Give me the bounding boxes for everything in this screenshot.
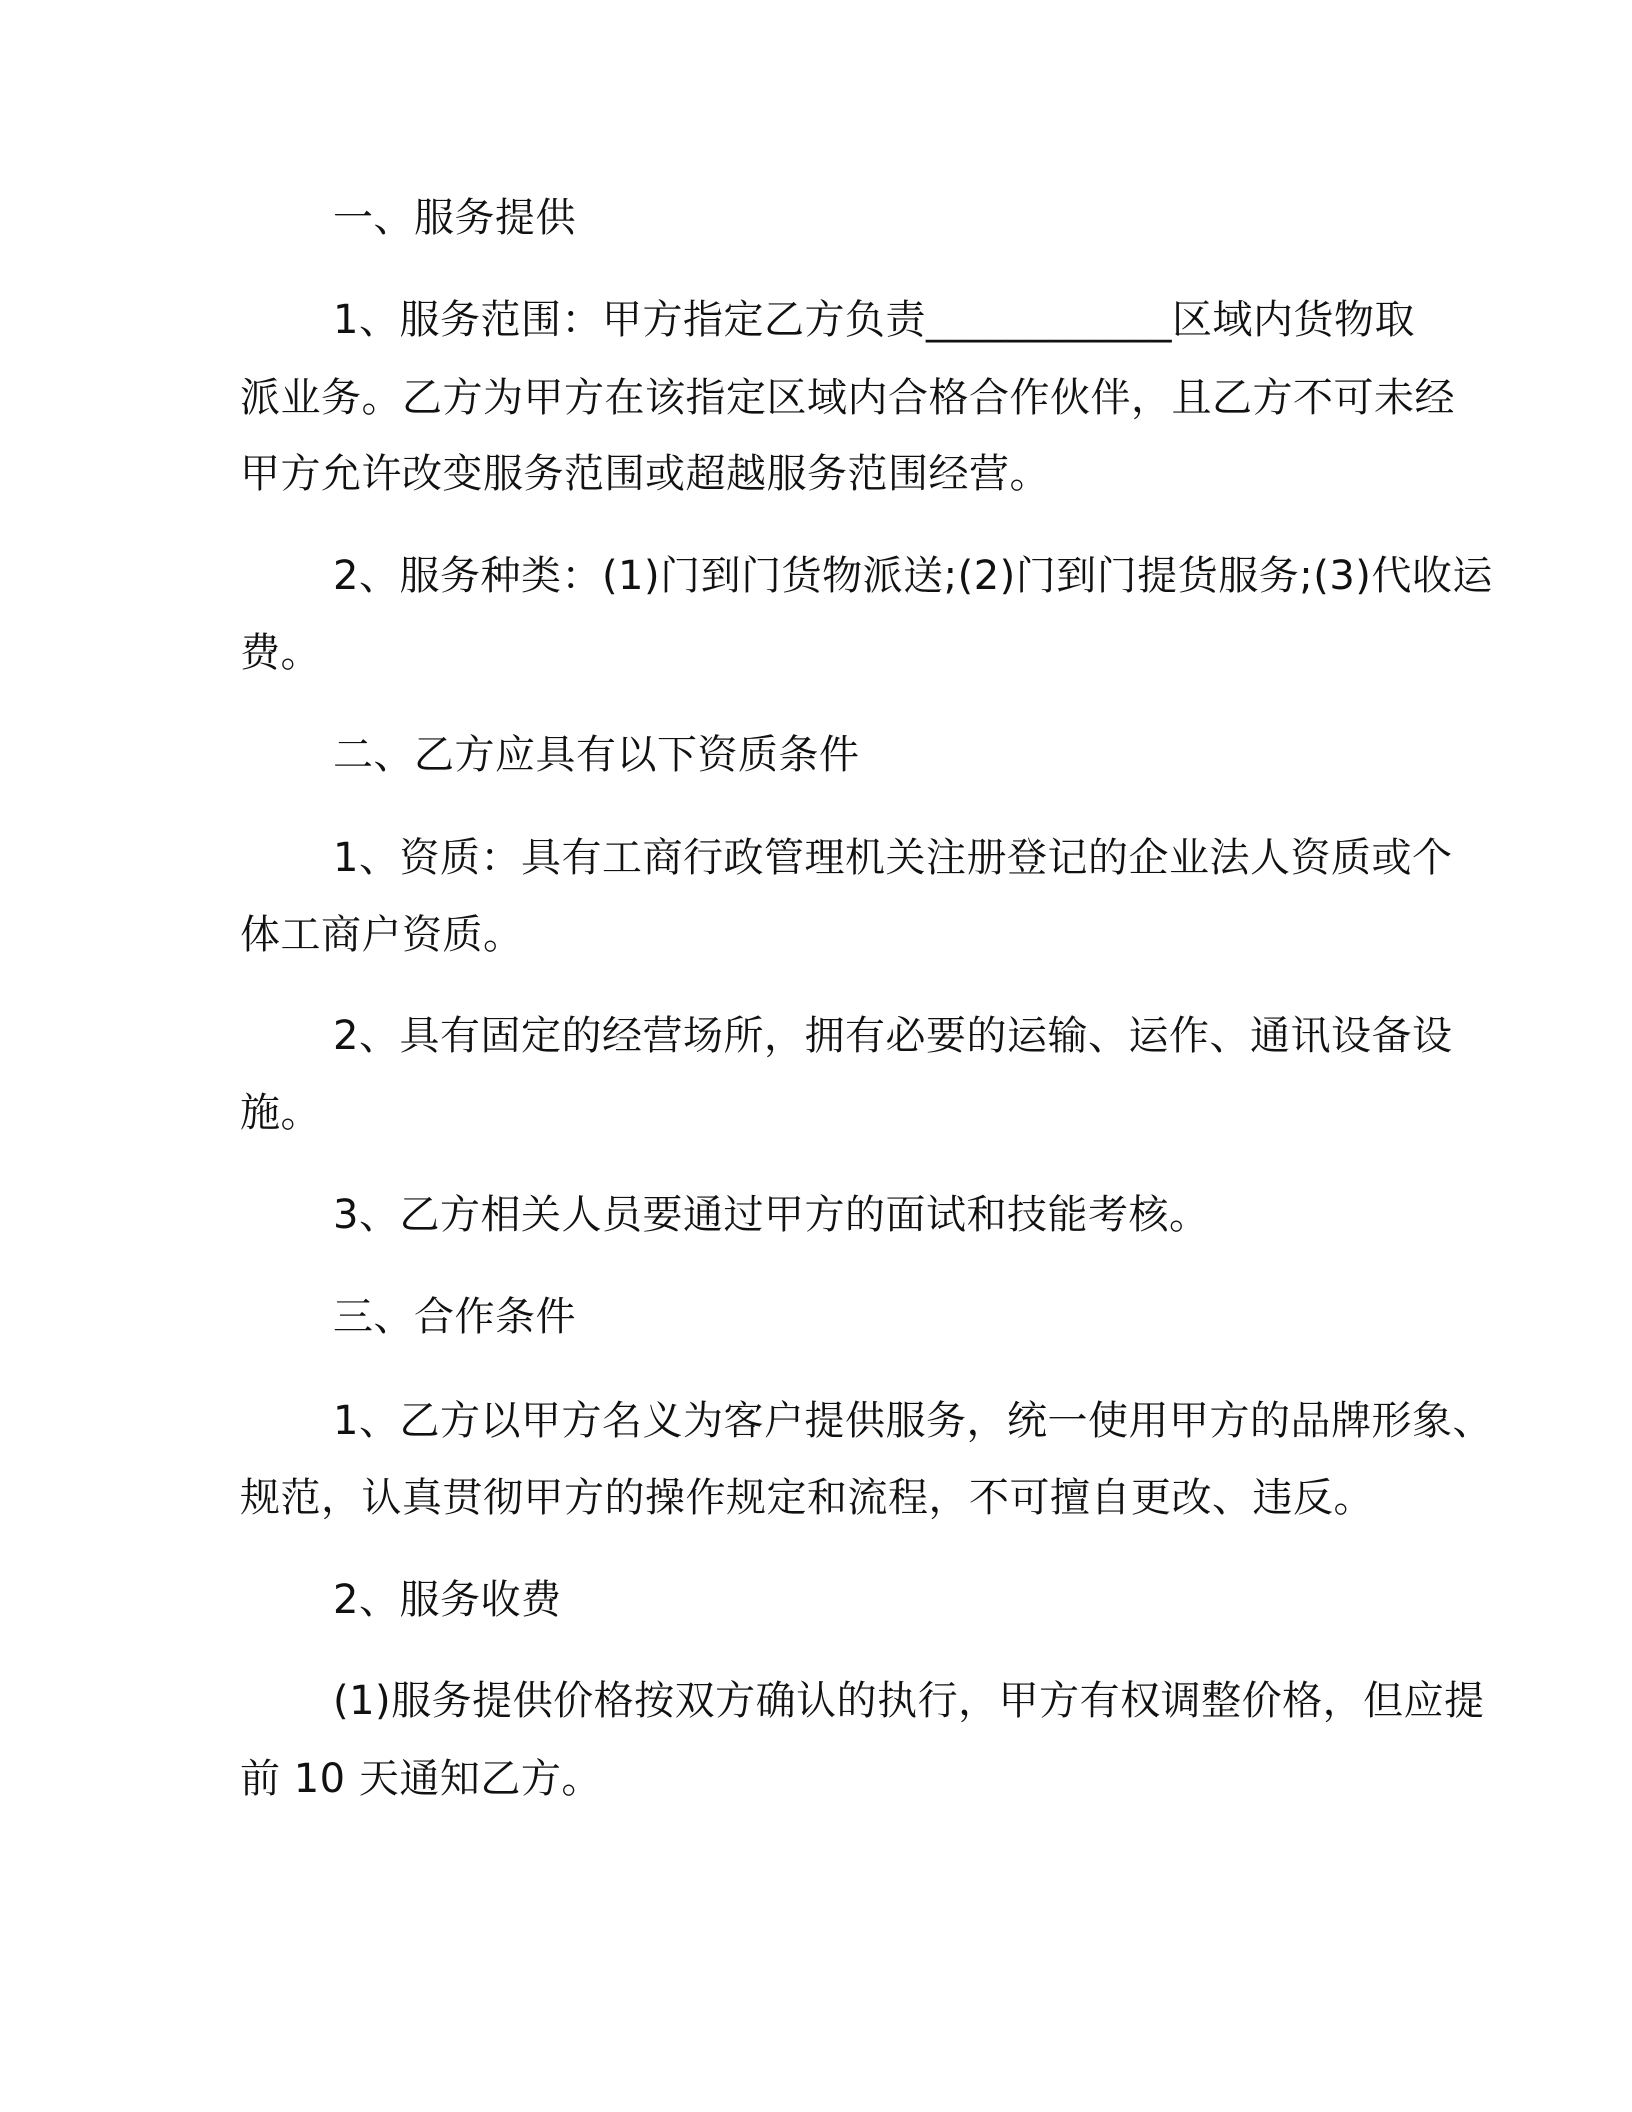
- paragraph-line: (1)服务提供价格按双方确认的执行，甲方有权调整价格，但应提: [333, 1678, 1485, 1724]
- section-heading-1: 一、服务提供: [333, 195, 576, 241]
- paragraph-line: 2、具有固定的经营场所，拥有必要的运输、运作、通讯设备设: [333, 1013, 1453, 1059]
- paragraph-line: 1、资质：具有工商行政管理机关注册登记的企业法人资质或个: [333, 835, 1453, 881]
- paragraph-line: 1、服务范围：甲方指定乙方负责____________区域内货物取: [333, 297, 1415, 343]
- paragraph-line: 施。: [240, 1090, 321, 1136]
- paragraph-line: 体工商户资质。: [240, 912, 524, 958]
- paragraph-line: 2、服务种类：(1)门到门货物派送;(2)门到门提货服务;(3)代收运: [333, 553, 1493, 599]
- paragraph-line: 3、乙方相关人员要通过甲方的面试和技能考核。: [333, 1192, 1210, 1238]
- paragraph-line: 2、服务收费: [333, 1577, 562, 1623]
- paragraph-line: 1、乙方以甲方名义为客户提供服务，统一使用甲方的品牌形象、: [333, 1398, 1493, 1444]
- paragraph-line: 派业务。乙方为甲方在该指定区域内合格合作伙伴，且乙方不可未经: [240, 375, 1455, 421]
- paragraph-line: 规范，认真贯彻甲方的操作规定和流程，不可擅自更改、违反。: [240, 1475, 1374, 1521]
- paragraph-line: 费。: [240, 630, 321, 676]
- section-heading-2: 二、乙方应具有以下资质条件: [333, 732, 860, 778]
- paragraph-line: 前 10 天通知乙方。: [240, 1756, 602, 1802]
- paragraph-line: 甲方允许改变服务范围或超越服务范围经营。: [240, 451, 1050, 497]
- section-heading-3: 三、合作条件: [333, 1294, 576, 1340]
